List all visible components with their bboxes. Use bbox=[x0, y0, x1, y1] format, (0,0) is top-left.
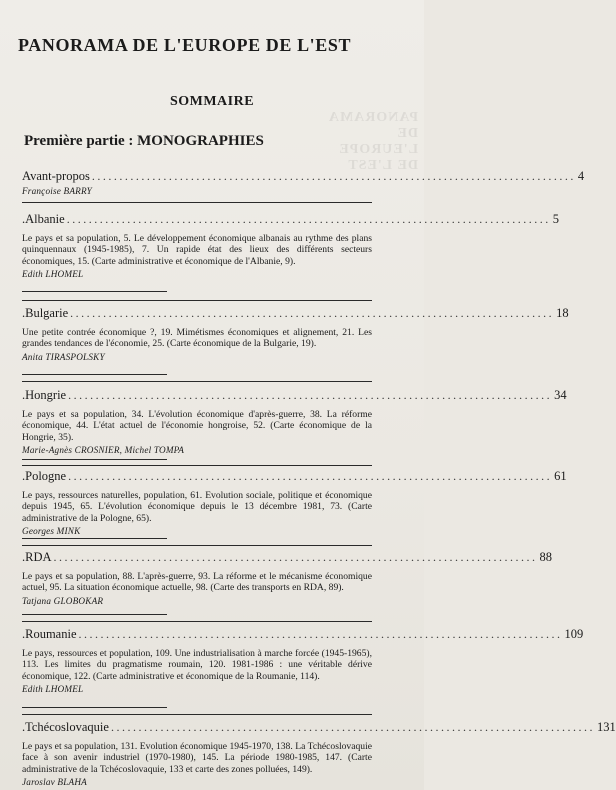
divider bbox=[22, 707, 167, 708]
toc-entry-head bbox=[22, 306, 569, 321]
entry-description: Le pays et sa population, 131. Evolution économique 1945-1970, 138. La Tchécoslovaquie face à son avenir industriel (1970-1980), 145. La période 1980-1985, 147. (Carte administrative de la Tchécoslovaquie, 133 et carte des zones polluées, 149). bbox=[22, 741, 372, 775]
toc-entry-albanie bbox=[22, 212, 559, 279]
entry-author: Edith LHOMEL bbox=[22, 683, 84, 694]
divider bbox=[22, 545, 372, 546]
entry-author: Marie-Agnès CROSNIER, Michel TOMPA bbox=[22, 444, 185, 455]
entry-author: Georges MINK bbox=[22, 525, 81, 536]
toc-entry-tchecoslovaquie bbox=[22, 720, 616, 787]
toc-entry-head bbox=[22, 169, 585, 184]
entry-description: Le pays, ressources naturelles, population, 61. Evolution sociale, politique et économique depuis 1945, 65. L'évolution économique depuis le 13 décembre 1981, 73. (Carte administrative de la Pologne, 65). bbox=[22, 490, 372, 524]
toc-entry-head bbox=[22, 212, 559, 227]
part-heading: Première partie : MONOGRAPHIES bbox=[24, 133, 264, 149]
entry-page: 34 bbox=[554, 388, 567, 402]
toc-entry-avant-propos bbox=[22, 169, 585, 196]
leader-dots: ........................................................................................ bbox=[78, 627, 563, 641]
entry-description: Le pays et sa population, 5. Le développement économique albanais au rythme des plans quinquennaux (1945-1985), 7. Un rapide état des lieux des différents secteurs économiques, 15. (Carte administrative et économique de l'Albanie, 9). bbox=[22, 233, 372, 267]
entry-title: .Roumanie bbox=[22, 627, 77, 641]
entry-page: 18 bbox=[556, 306, 569, 320]
toc-entry-head bbox=[22, 720, 616, 735]
entry-title: Avant-propos bbox=[22, 169, 90, 183]
book-title: PANORAMA DE L'EUROPE DE L'EST bbox=[18, 35, 352, 55]
leader-dots: ........................................................................................ bbox=[68, 469, 553, 483]
leader-dots: ........................................................................................ bbox=[53, 550, 538, 564]
toc-entry-bulgarie bbox=[22, 306, 569, 362]
sommaire-heading: SOMMAIRE bbox=[169, 94, 255, 109]
toc-entry-roumanie bbox=[22, 627, 584, 694]
leader-dots: ........................................................................................ bbox=[66, 212, 551, 226]
entry-title: .RDA bbox=[22, 550, 52, 564]
entry-author: Anita TIRASPOLSKY bbox=[22, 351, 105, 362]
toc-entry-head bbox=[22, 469, 567, 484]
entry-description: Le pays et sa population, 88. L'après-guerre, 93. La réforme et le mécanisme économique actuel, 95. La situation économique actuelle, 98. (Carte des transports en RDA, 89). bbox=[22, 571, 372, 594]
toc-entry-rda bbox=[22, 550, 553, 606]
entry-author: Edith LHOMEL bbox=[22, 268, 84, 279]
divider bbox=[22, 300, 372, 301]
divider bbox=[22, 459, 167, 460]
divider bbox=[22, 374, 167, 375]
entry-title: .Pologne bbox=[22, 469, 67, 483]
entry-description: Le pays, ressources et population, 109. Une industrialisation à marche forcée (1945-1965), 113. Les limites du pragmatisme roumain, 120. 1981-1986 : une véritable dérive économique, 122. (Carte administrative et économique de la Roumanie, 114). bbox=[22, 648, 372, 682]
toc-entry-pologne bbox=[22, 469, 567, 536]
entry-description: Une petite contrée économique ?, 19. Mimétismes économiques et alignement, 21. Les grandes tendances de l'économie, 25. (Carte économique de la Bulgarie, 19). bbox=[22, 327, 372, 350]
entry-title: .Bulgarie bbox=[22, 306, 69, 320]
divider bbox=[22, 621, 372, 622]
divider bbox=[22, 714, 372, 715]
divider bbox=[22, 538, 167, 539]
divider bbox=[22, 381, 372, 382]
entry-author: Jaroslav BLAHA bbox=[22, 776, 87, 787]
divider bbox=[22, 291, 167, 292]
bleed-through-text: PANORAMA DE L'EUROPE DE L'EST bbox=[328, 110, 418, 173]
entry-title: .Hongrie bbox=[22, 388, 67, 402]
toc-entry-head bbox=[22, 627, 584, 642]
entry-author: Françoise BARRY bbox=[22, 186, 92, 196]
entry-page: 88 bbox=[539, 550, 553, 564]
entry-page: 5 bbox=[552, 212, 559, 226]
leader-dots: ........................................................................................ bbox=[68, 388, 553, 402]
entry-author: Tatjana GLOBOKAR bbox=[22, 595, 104, 606]
entry-page: 109 bbox=[564, 627, 584, 641]
entry-page: 61 bbox=[554, 469, 567, 483]
toc-entry-head bbox=[22, 550, 553, 565]
entry-title: .Albanie bbox=[22, 212, 65, 226]
entry-title: .Tchécoslovaquie bbox=[22, 720, 109, 734]
leader-dots: ........................................................................................ bbox=[91, 169, 576, 183]
leader-dots: ........................................................................................ bbox=[110, 720, 595, 734]
divider bbox=[22, 202, 372, 203]
entry-page: 4 bbox=[577, 169, 585, 183]
toc-entry-head bbox=[22, 388, 567, 403]
leader-dots: ........................................................................................ bbox=[70, 306, 555, 320]
divider bbox=[22, 465, 372, 466]
entry-description: Le pays et sa population, 34. L'évolution économique d'après-guerre, 38. La réforme économique, 44. L'état actuel de l'économie hongroise, 52. (Carte économique de la Hongrie, 35). bbox=[22, 409, 372, 443]
toc-entry-hongrie bbox=[22, 388, 567, 455]
entry-page: 131 bbox=[596, 720, 616, 734]
divider bbox=[22, 614, 167, 615]
